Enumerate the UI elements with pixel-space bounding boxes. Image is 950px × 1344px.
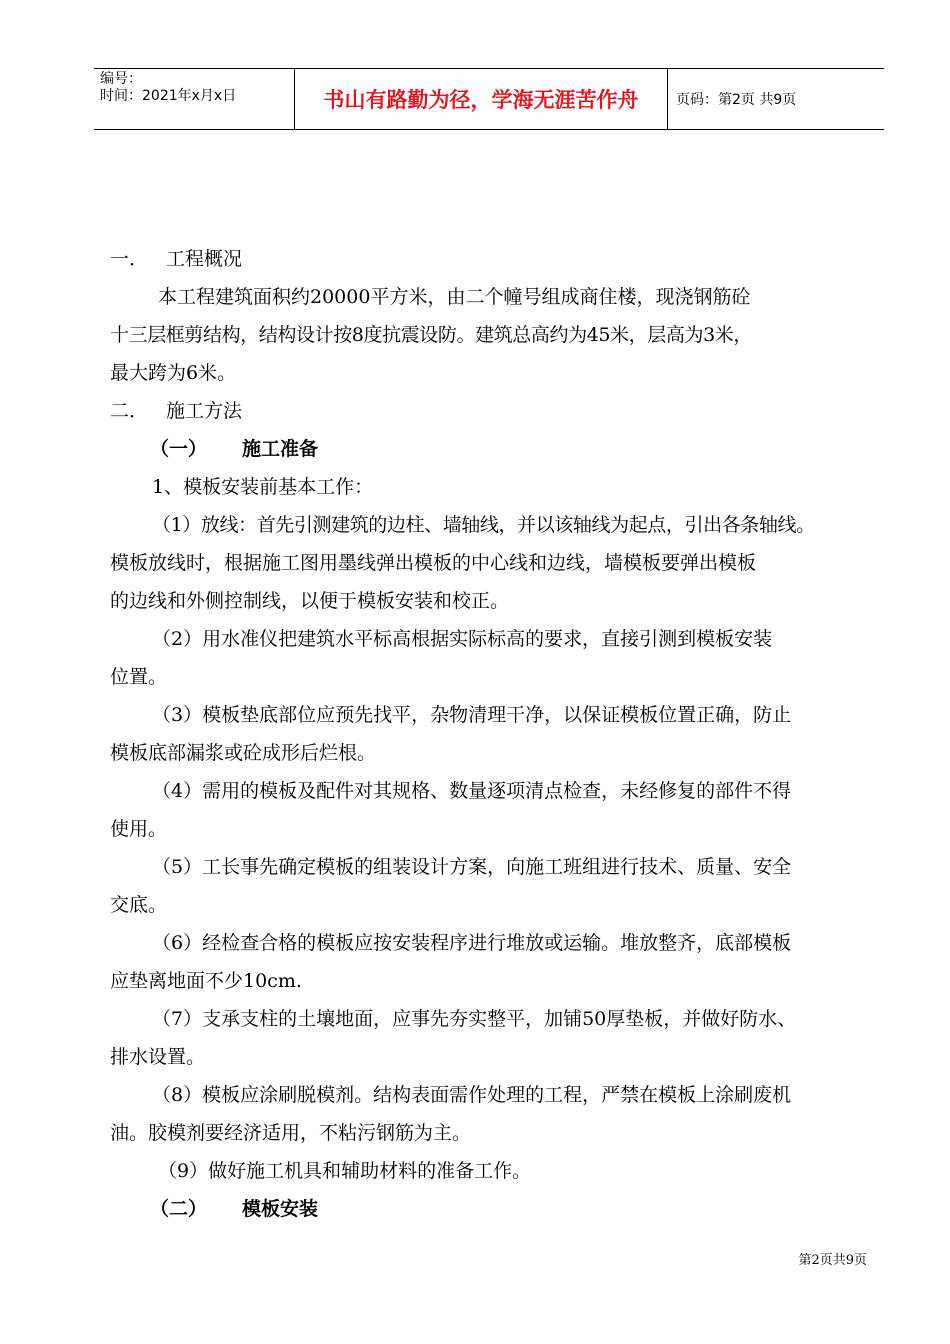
paragraph-line: 最大跨为6米。: [110, 362, 237, 384]
paragraph-line: 十三层框剪结构，结构设计按8度抗震设防。建筑总高约为45米，层高为3米，: [110, 324, 752, 346]
item-intro: 1、模板安装前基本工作：: [152, 476, 374, 498]
list-item-line: 位置。: [110, 666, 168, 688]
list-item-line: 模板放线时，根据施工图用墨线弹出模板的中心线和边线，墙模板要弹出模板: [110, 552, 757, 574]
section-heading-overview: [110, 240, 872, 278]
header-meta-cell: [94, 69, 295, 129]
list-item-line: （2）用水准仪把建筑水平标高根据实际标高的要求，直接引测到模板安装: [152, 628, 773, 650]
list-item-line: （6）经检查合格的模板应按安装程序进行堆放或运输。堆放整齐，底部模板: [152, 932, 792, 954]
list-item-line: 排水设置。: [110, 1046, 206, 1068]
page-footer: 第2页共9页: [798, 1253, 867, 1268]
list-item-line: 油。胶模剂要经济适用，不粘污钢筋为主。: [110, 1122, 472, 1144]
section-title: 工程概况: [166, 248, 243, 270]
document-body: [110, 240, 872, 1228]
list-item-line: 交底。: [110, 894, 168, 916]
doc-number-label: 编号：: [100, 71, 142, 87]
list-item-line: 应垫离地面不少10cm.: [110, 970, 302, 992]
section-number: 二．: [110, 400, 149, 422]
list-item-line: （4）需用的模板及配件对其规格、数量逐项清点检查，未经修复的部件不得: [152, 780, 792, 802]
time-label: 时间：2021年x月x日: [100, 88, 237, 104]
list-item-line: （9）做好施工机具和辅助材料的准备工作。: [158, 1160, 532, 1182]
list-item-line: （7）支承支柱的土壤地面，应事先夯实整平，加铺50厚垫板，并做好防水、: [152, 1008, 797, 1030]
list-item-line: 的边线和外侧控制线，以便于模板安装和校正。: [110, 590, 510, 612]
subsection-number: （二）: [150, 1198, 208, 1220]
motto-text: 书山有路勤为径，学海无涯苦作舟: [323, 88, 639, 112]
header-motto-cell: [295, 69, 668, 129]
subsection-title: 模板安装: [242, 1198, 319, 1220]
list-item-line: （8）模板应涂刷脱模剂。结构表面需作处理的工程，严禁在模板上涂刷废机: [152, 1084, 792, 1106]
page-indicator: 页码：第2页 共9页: [676, 92, 797, 108]
subsection-number: （一）: [150, 438, 208, 460]
section-title: 施工方法: [166, 400, 243, 422]
page-header: [94, 68, 884, 130]
header-page-cell: [668, 69, 884, 129]
paragraph-line: 本工程建筑面积约20000平方米，由二个幢号组成商住楼，现浇钢筋砼: [158, 286, 751, 308]
list-item-line: 模板底部漏浆或砼成形后烂根。: [110, 742, 377, 764]
subsection-heading-preparation: [110, 430, 872, 468]
list-item-line: （1）放线：首先引测建筑的边柱、墙轴线，并以该轴线为起点，引出各条轴线。: [152, 514, 815, 536]
subsection-heading-installation: [110, 1190, 872, 1228]
section-heading-method: [110, 392, 872, 430]
list-item-line: （5）工长事先确定模板的组装设计方案，向施工班组进行技术、质量、安全: [152, 856, 792, 878]
section-number: 一．: [110, 248, 149, 270]
list-item-line: （3）模板垫底部位应预先找平，杂物清理干净，以保证模板位置正确，防止: [152, 704, 792, 726]
list-item-line: 使用。: [110, 818, 168, 840]
subsection-title: 施工准备: [242, 438, 319, 460]
